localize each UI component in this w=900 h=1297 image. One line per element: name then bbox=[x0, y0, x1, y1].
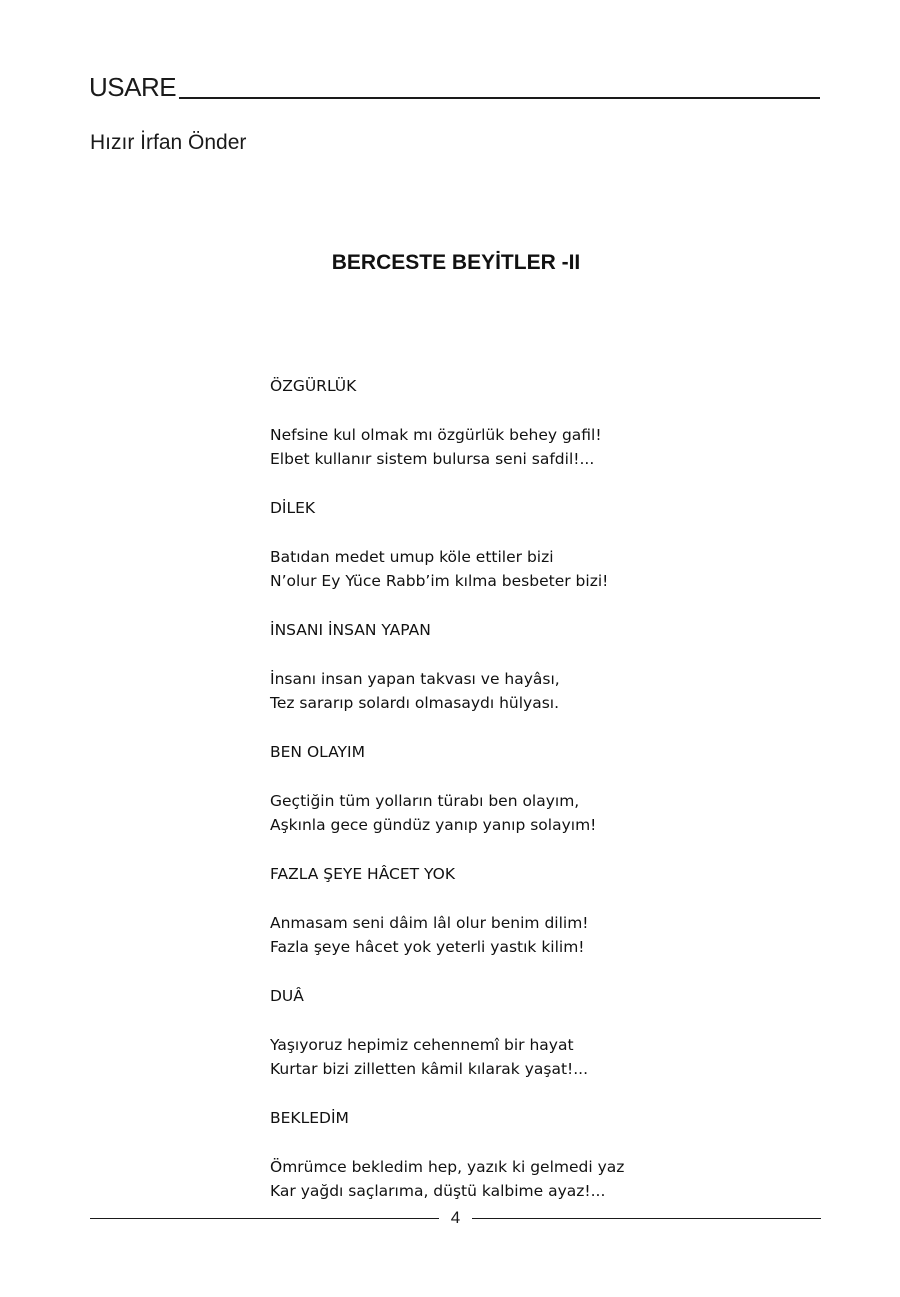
poem bbox=[270, 374, 770, 472]
page-title: BERCESTE BEYİTLER -II bbox=[331, 251, 581, 274]
author-name: Hızır İrfan Önder bbox=[90, 131, 247, 154]
poem-line: Kar yağdı saçlarıma, düştü kalbime ayaz!... bbox=[270, 1182, 606, 1201]
poem-line: Fazla şeye hâcet yok yeterli yastık kilim! bbox=[270, 938, 585, 957]
poem-line: Aşkınla gece gündüz yanıp yanıp solayım! bbox=[270, 816, 597, 835]
header-rule bbox=[179, 97, 820, 99]
poem bbox=[270, 740, 770, 838]
poem-line: Anmasam seni dâim lâl olur benim dilim! bbox=[270, 913, 589, 932]
poem-line: Geçtiğin tüm yolların türabı ben olayım, bbox=[270, 791, 580, 810]
poem-line: Batıdan medet umup köle ettiler bizi bbox=[270, 547, 554, 566]
poem-line: N’olur Ey Yüce Rabb’im kılma besbeter bizi! bbox=[270, 572, 609, 591]
poem-title: ÖZGÜRLÜK bbox=[270, 377, 357, 395]
poem-title: İNSANI İNSAN YAPAN bbox=[270, 621, 431, 639]
poem-line: İnsanı insan yapan takvası ve hayâsı, bbox=[270, 669, 560, 688]
poem-title: DUÂ bbox=[270, 987, 304, 1005]
poem-line: Yaşıyoruz hepimiz cehennemî bir hayat bbox=[270, 1035, 574, 1054]
page-footer bbox=[90, 1207, 821, 1229]
poem-line: Ömrümce bekledim hep, yazık ki gelmedi yaz bbox=[270, 1157, 625, 1176]
page-number: 4 bbox=[450, 1208, 461, 1227]
footer-rule-left bbox=[90, 1218, 439, 1219]
poem bbox=[270, 496, 770, 594]
poem-title: BEN OLAYIM bbox=[270, 743, 365, 761]
poem-list bbox=[270, 374, 770, 1228]
poem-line: Nefsine kul olmak mı özgürlük behey gafil! bbox=[270, 425, 602, 444]
footer-rule-right bbox=[472, 1218, 821, 1219]
poem-title: DİLEK bbox=[270, 499, 316, 517]
page-header bbox=[89, 74, 820, 100]
poem-line: Tez sararıp solardı olmasaydı hülyası. bbox=[270, 694, 559, 713]
poem bbox=[270, 618, 770, 716]
poem-line: Kurtar bizi zilletten kâmil kılarak yaşat!... bbox=[270, 1060, 589, 1079]
poem bbox=[270, 1106, 770, 1204]
poem bbox=[270, 862, 770, 960]
poem-title: FAZLA ŞEYE HÂCET YOK bbox=[270, 865, 456, 883]
poem-title: BEKLEDİM bbox=[270, 1109, 349, 1127]
poem-line: Elbet kullanır sistem bulursa seni safdil!... bbox=[270, 450, 595, 469]
poem bbox=[270, 984, 770, 1082]
journal-name: USARE bbox=[89, 72, 177, 102]
